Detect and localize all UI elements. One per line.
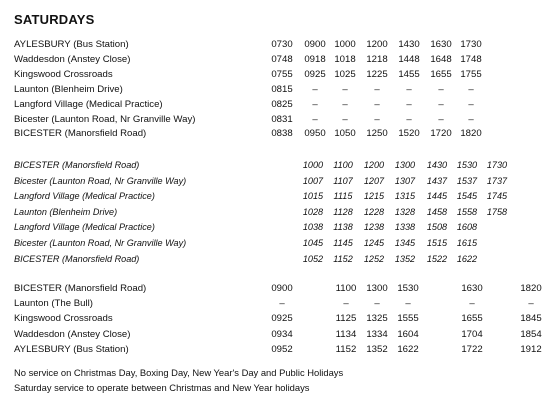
no-service-dash: – [342,98,348,110]
stop-name: Waddesdon (Anstey Close) [14,53,131,65]
departure-time: 1437 [426,175,448,186]
departure-time: 1854 [520,328,542,340]
departure-time: 1648 [430,53,452,65]
stop-name: Bicester (Launton Road, Nr Granville Way) [14,238,187,248]
no-service-dash: – [312,113,318,125]
departure-time: 0831 [271,113,293,125]
departure-time: 1508 [426,222,448,233]
stop-name: AYLESBURY (Bus Station) [14,343,129,355]
departure-time: 1325 [366,313,388,325]
departure-time: 1730 [460,39,482,50]
departure-time: 1530 [456,160,478,170]
departure-time: 1038 [302,222,324,233]
departure-time: 1215 [363,191,385,202]
departure-time: 1134 [335,328,357,340]
departure-time: 1430 [426,160,448,170]
no-service-dash: – [528,298,534,310]
no-service-dash: – [342,113,348,125]
departure-time: 1018 [334,53,356,65]
departure-time: 1225 [366,68,388,80]
page-title: SATURDAYS [14,12,95,27]
departure-time: 1352 [394,253,416,264]
departure-time: 1000 [302,160,324,170]
no-service-dash: – [374,98,380,110]
departure-time: 1300 [366,283,388,294]
no-service-dash: – [406,83,412,95]
departure-time: 1245 [363,238,385,248]
departure-time: 1655 [430,68,452,80]
stop-name: Launton (Blenheim Drive) [14,83,123,95]
departure-time: 1630 [430,39,452,50]
no-service-dash: – [374,113,380,125]
departure-time: 1520 [398,128,420,140]
no-service-dash: – [468,98,474,110]
no-service-dash: – [468,113,474,125]
stop-name: BICESTER (Manorsfield Road) [14,160,140,170]
departure-time: 1455 [398,68,420,80]
departure-time: 1338 [394,222,416,233]
departure-time: 0950 [304,128,326,140]
departure-time: 1200 [363,160,385,170]
departure-time: 0925 [271,313,293,325]
departure-time: 1604 [397,328,419,340]
no-service-dash: – [405,298,411,310]
departure-time: 1448 [398,53,420,65]
no-service-dash: – [406,113,412,125]
departure-time: 1100 [335,283,357,294]
departure-time: 1218 [366,53,388,65]
departure-time: 1722 [461,343,483,355]
departure-time: 1558 [456,206,478,217]
no-service-dash: – [343,298,349,310]
no-service-dash: – [438,113,444,125]
departure-time: 1128 [333,206,353,217]
departure-time: 1125 [335,313,357,325]
departure-time: 1555 [397,313,419,325]
departure-time: 1522 [426,253,448,264]
no-service-dash: – [312,98,318,110]
stop-name: BICESTER (Manorsfield Road) [14,283,147,294]
departure-time: 1200 [366,39,388,50]
no-service-dash: – [469,298,475,310]
stop-name: Langford Village (Medical Practice) [14,98,163,110]
departure-time: 1758 [486,206,508,217]
stop-name: Waddesdon (Anstey Close) [14,328,131,340]
departure-time: 1300 [394,160,416,170]
departure-time: 0900 [304,39,326,50]
departure-time: 1630 [461,283,483,294]
departure-time: 0825 [271,98,293,110]
departure-time: 0900 [271,283,293,294]
no-service-dash: – [468,83,474,95]
departure-time: 0748 [271,53,293,65]
no-service-dash: – [438,98,444,110]
departure-time: 1912 [520,343,542,355]
stop-name: Launton (Blenheim Drive) [14,206,118,217]
stop-name: Bicester (Launton Road, Nr Granville Way) [14,113,196,125]
departure-time: 1445 [426,191,448,202]
departure-time: 1730 [486,160,508,170]
stop-name: BICESTER (Manorsfield Road) [14,128,147,140]
departure-time: 0755 [271,68,293,80]
departure-time: 1345 [394,238,416,248]
departure-time: 1238 [363,222,385,233]
departure-time: 0918 [304,53,326,65]
departure-time: 1152 [333,253,353,264]
departure-time: 1228 [363,206,385,217]
stop-name: Langford Village (Medical Practice) [14,191,155,202]
stop-name: Launton (The Bull) [14,298,93,310]
no-service-dash: – [312,83,318,95]
departure-time: 1015 [302,191,324,202]
departure-time: 1820 [520,283,542,294]
no-service-dash: – [374,83,380,95]
departure-time: 1622 [456,253,478,264]
departure-time: 1430 [398,39,420,50]
departure-time: 1334 [366,328,388,340]
departure-time: 1007 [302,175,324,186]
note-line: No service on Christmas Day, Boxing Day, New Year's Day and Public Holidays [14,367,344,378]
stop-name: Bicester (Launton Road, Nr Granville Way) [14,175,187,186]
no-service-dash: – [438,83,444,95]
departure-time: 0952 [271,343,293,355]
departure-time: 0815 [271,83,293,95]
departure-time: 1115 [333,191,353,202]
departure-time: 1100 [333,160,353,170]
departure-time: 1307 [394,175,416,186]
departure-time: 1537 [456,175,478,186]
departure-time: 1755 [460,68,482,80]
departure-time: 1458 [426,206,448,217]
departure-time: 1530 [397,283,419,294]
departure-time: 1608 [456,222,478,233]
departure-time: 1655 [461,313,483,325]
departure-time: 1745 [486,191,508,202]
no-service-dash: – [406,98,412,110]
departure-time: 1145 [333,238,353,248]
departure-time: 1615 [456,238,478,248]
departure-time: 1737 [486,175,508,186]
departure-time: 0730 [271,39,293,50]
stop-name: AYLESBURY (Bus Station) [14,39,129,50]
departure-time: 1250 [366,128,388,140]
departure-time: 0925 [304,68,326,80]
departure-time: 1515 [426,238,448,248]
departure-time: 1050 [334,128,356,140]
departure-time: 1152 [335,343,357,355]
stop-name: BICESTER (Manorsfield Road) [14,253,140,264]
departure-time: 1138 [333,222,353,233]
departure-time: 1622 [397,343,419,355]
departure-time: 1748 [460,53,482,65]
departure-time: 1704 [461,328,483,340]
departure-time: 1720 [430,128,452,140]
departure-time: 1352 [366,343,388,355]
departure-time: 1045 [302,238,324,248]
departure-time: 1025 [334,68,356,80]
no-service-dash: – [374,298,380,310]
departure-time: 1052 [302,253,324,264]
departure-time: 1107 [333,175,353,186]
departure-time: 1545 [456,191,478,202]
stop-name: Kingswood Crossroads [14,68,113,80]
departure-time: 1028 [302,206,324,217]
stop-name: Kingswood Crossroads [14,313,113,325]
departure-time: 1000 [334,39,356,50]
departure-time: 1315 [394,191,416,202]
note-line: Saturday service to operate between Christmas and New Year holidays [14,382,310,393]
departure-time: 0838 [271,128,293,140]
departure-time: 1820 [460,128,482,140]
departure-time: 1328 [394,206,416,217]
departure-time: 1207 [363,175,385,186]
no-service-dash: – [342,83,348,95]
departure-time: 1845 [520,313,542,325]
stop-name: Langford Village (Medical Practice) [14,222,155,233]
departure-time: 1252 [363,253,385,264]
departure-time: 0934 [271,328,293,340]
no-service-dash: – [279,298,285,310]
